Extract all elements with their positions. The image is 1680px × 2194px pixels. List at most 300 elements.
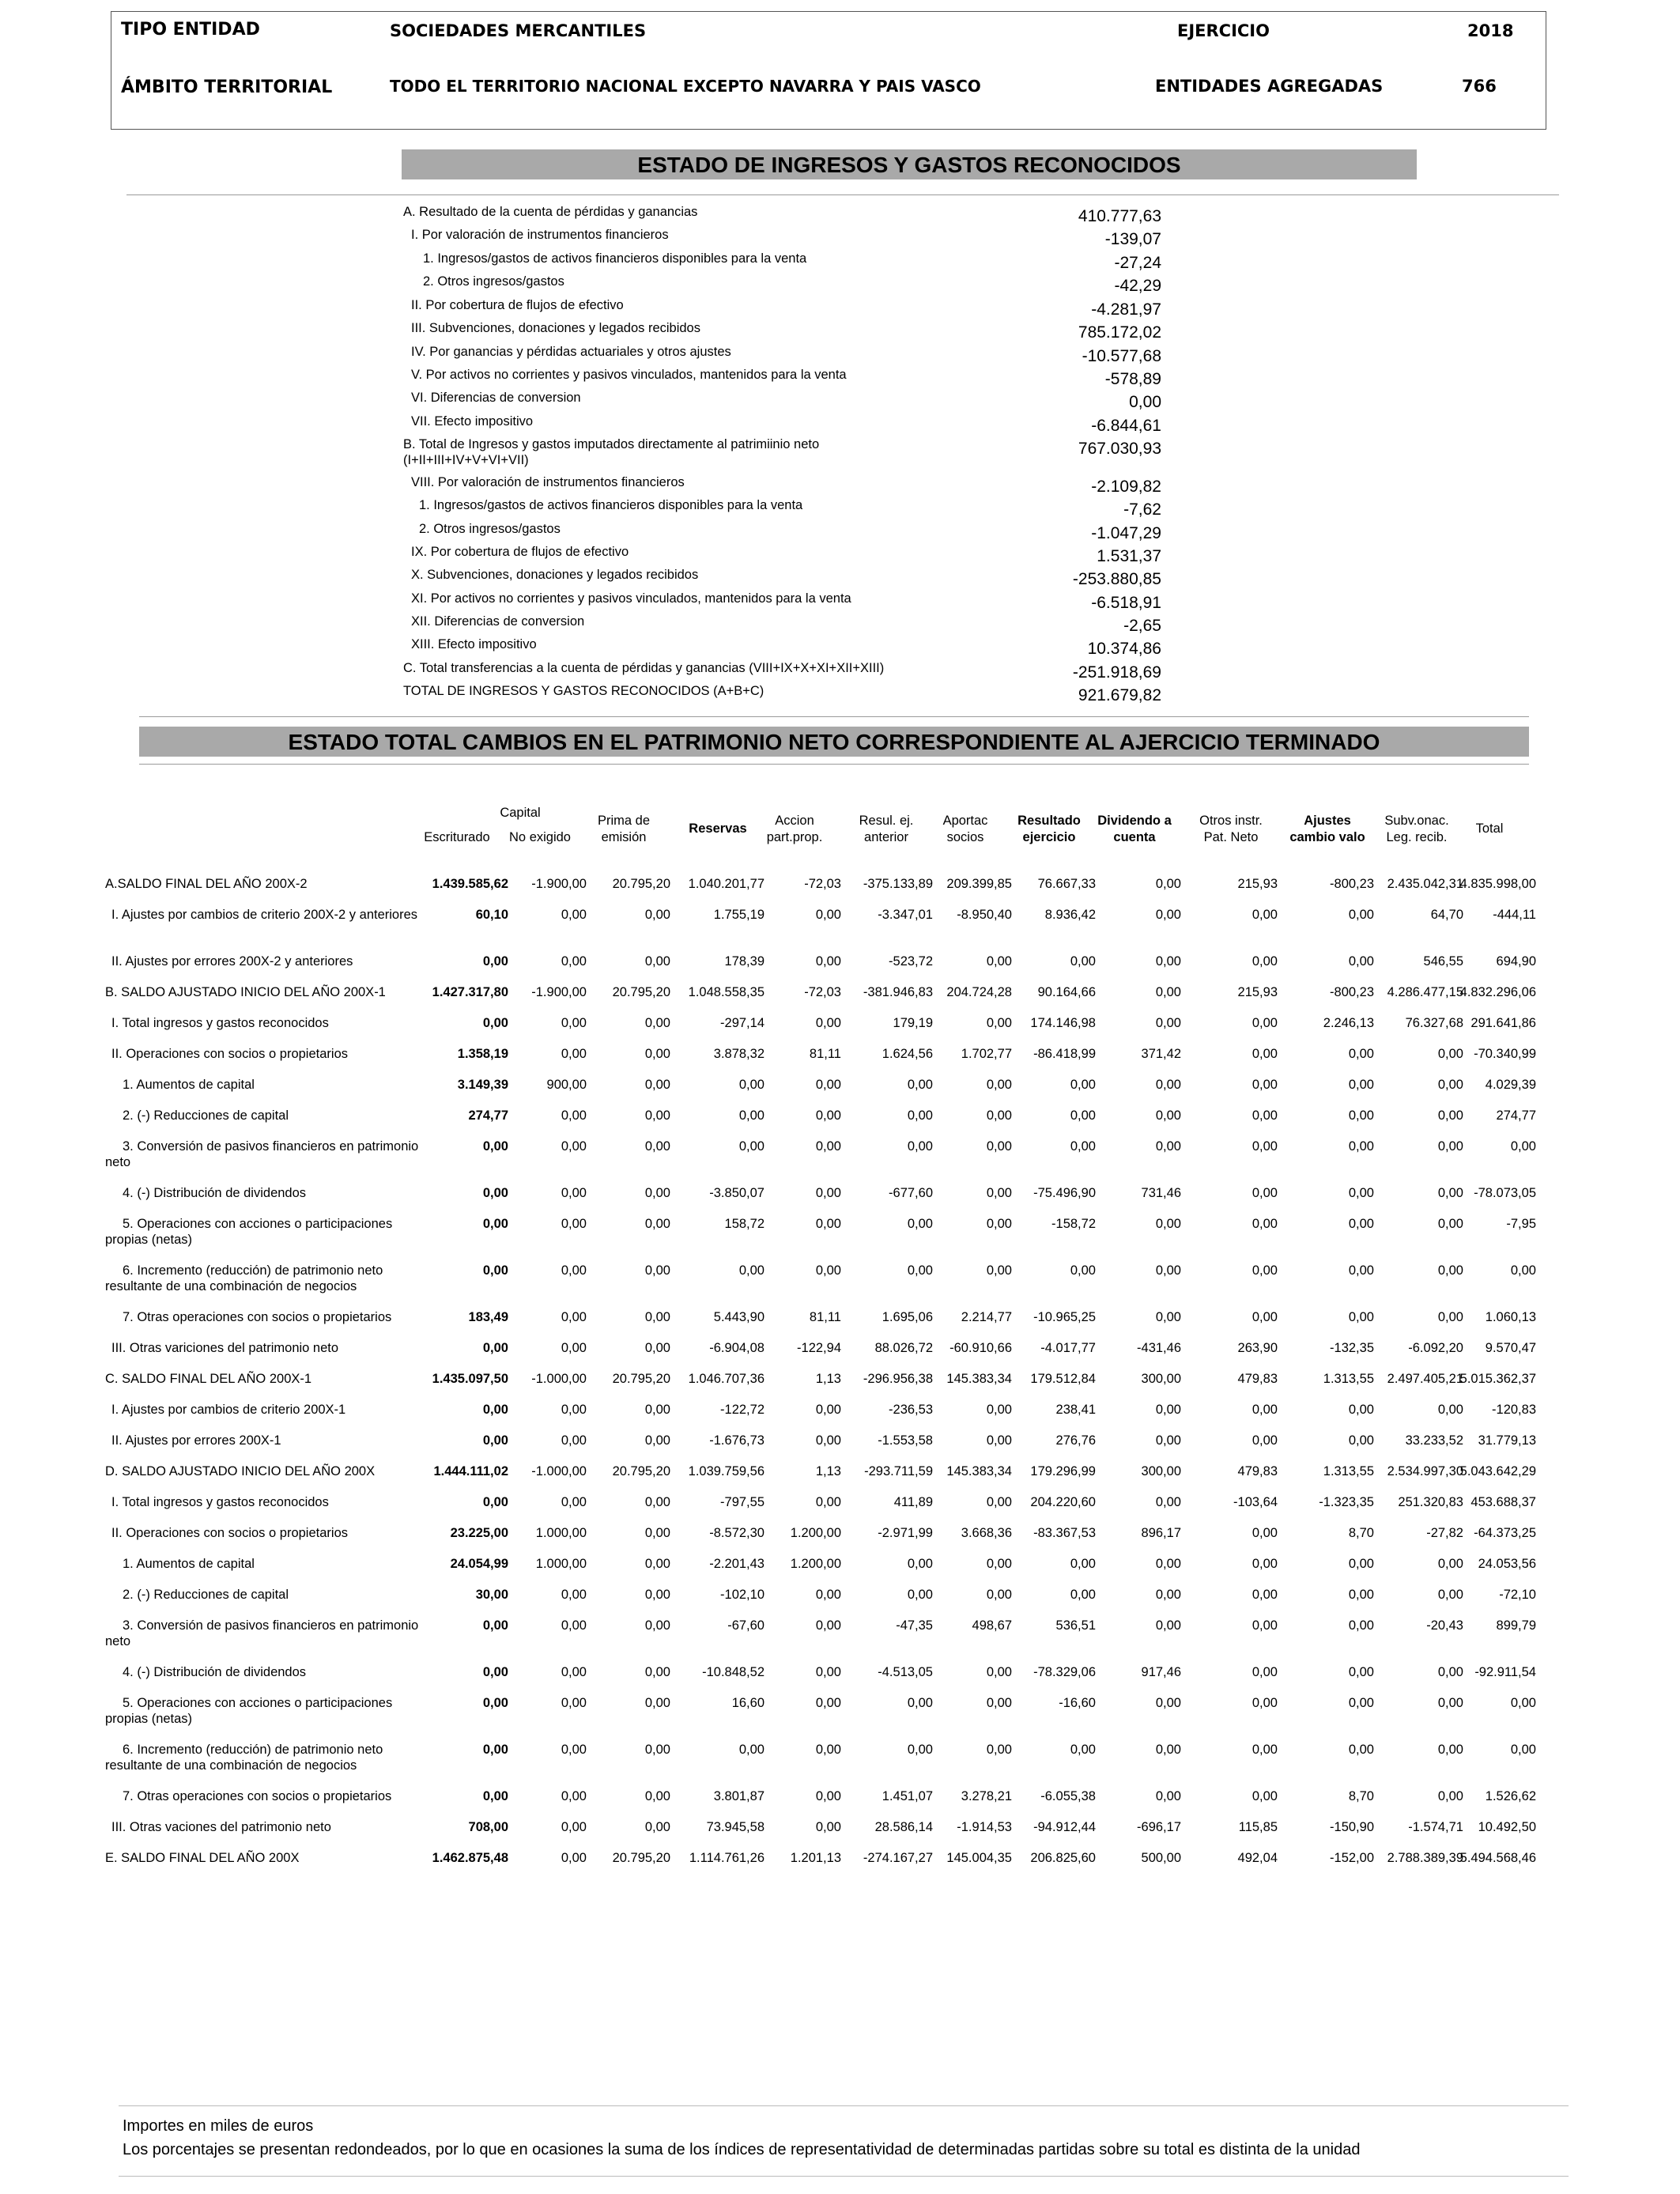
table-cell: 0,00 (1348, 1078, 1374, 1092)
table-cell: 0,00 (644, 1310, 670, 1324)
ingresos-gastos-title: ESTADO DE INGRESOS Y GASTOS RECONOCIDOS (402, 149, 1417, 179)
table-cell: 76.667,33 (1037, 877, 1096, 891)
table-cell: 1.200,00 (790, 1557, 841, 1571)
table-cell: 0,00 (561, 1341, 587, 1355)
table-cell: 1,13 (815, 1372, 841, 1386)
ingresos-row (0, 522, 1680, 545)
table-cell: 1.048.558,35 (688, 985, 764, 999)
ingresos-row (0, 228, 1680, 251)
table-cell: 0,00 (1437, 1789, 1463, 1803)
column-header-line2: Leg. recib. (1386, 830, 1448, 844)
row-label: II. Ajustes por errores 200X-2 y anteriores (111, 954, 353, 969)
table-cell: 238,41 (1055, 1403, 1096, 1417)
table-cell: 0,00 (1155, 985, 1181, 999)
table-cell: 0,00 (482, 1263, 508, 1278)
table-cell: 0,00 (1348, 1743, 1374, 1757)
table-cell: -83.367,53 (1033, 1526, 1096, 1540)
table-cell: 0,00 (482, 954, 508, 969)
table-cell: 0,00 (644, 1139, 670, 1154)
entidades-value: 766 (1462, 77, 1497, 96)
table-cell: 0,00 (1252, 1743, 1278, 1757)
table-cell: 0,00 (1252, 1789, 1278, 1803)
table-cell: 0,00 (1070, 1588, 1096, 1602)
table-cell: 0,00 (1155, 1618, 1181, 1633)
column-header: Reservas (689, 821, 747, 836)
table-cell: 0,00 (986, 1186, 1012, 1200)
table-cell: 0,00 (1155, 1557, 1181, 1571)
table-cell: 158,72 (724, 1217, 764, 1231)
table-cell: 0,00 (1510, 1743, 1536, 1757)
table-cell: 0,00 (1348, 1665, 1374, 1679)
table-cell: 479,83 (1237, 1372, 1278, 1386)
table-cell: 0,00 (482, 1743, 508, 1757)
ingresos-row-label: A. Resultado de la cuenta de pérdidas y ganancias (403, 205, 698, 219)
table-cell: 24.053,56 (1478, 1557, 1536, 1571)
table-cell: 274,77 (468, 1108, 508, 1123)
table-cell: -1.323,35 (1319, 1495, 1374, 1509)
table-cell: 1.462.875,48 (432, 1851, 508, 1865)
column-header-line1: Resul. ej. (859, 814, 914, 828)
table-cell: 1.200,00 (790, 1526, 841, 1540)
table-cell: 0,00 (644, 1526, 670, 1540)
row-label: 4. (-) Distribución de dividendos (123, 1186, 307, 1200)
table-cell: 0,00 (644, 908, 670, 922)
table-cell: 0,00 (815, 1789, 841, 1803)
table-cell: 5.443,90 (713, 1310, 764, 1324)
ingresos-row-label: VII. Efecto impositivo (411, 414, 534, 429)
table-cell: 0,00 (1155, 954, 1181, 969)
table-cell: 1.695,06 (882, 1310, 933, 1324)
table-cell: -1.574,71 (1408, 1820, 1463, 1834)
table-cell: 0,00 (1252, 1217, 1278, 1231)
table-cell: -8.950,40 (957, 908, 1012, 922)
table-cell: -150,90 (1330, 1820, 1374, 1834)
table-cell: 0,00 (986, 1108, 1012, 1123)
table-cell: 0,00 (1437, 1310, 1463, 1324)
table-cell: 731,46 (1141, 1186, 1181, 1200)
table-cell: 0,00 (561, 1186, 587, 1200)
table-cell: 0,00 (1252, 1557, 1278, 1571)
table-cell: -293.711,59 (864, 1464, 933, 1478)
table-cell: -696,17 (1137, 1820, 1181, 1834)
table-cell: 3.149,39 (457, 1078, 508, 1092)
ingresos-row-label-cont: (I+II+III+IV+V+VI+VII) (403, 453, 529, 467)
table-cell: 20.795,20 (612, 985, 670, 999)
table-cell: 0,00 (986, 1263, 1012, 1278)
table-cell: 0,00 (561, 1108, 587, 1123)
table-cell: 900,00 (546, 1078, 587, 1092)
column-header-line1: Prima de (597, 814, 651, 828)
table-cell: 0,00 (561, 1851, 587, 1865)
table-cell: 0,00 (1437, 1588, 1463, 1602)
table-cell: 0,00 (1252, 1016, 1278, 1030)
ambito-value: TODO EL TERRITORIO NACIONAL EXCEPTO NAVARRA Y PAIS VASCO (390, 77, 981, 96)
table-cell: 20.795,20 (612, 1464, 670, 1478)
ingresos-row (0, 475, 1680, 498)
divider (139, 764, 1529, 765)
table-cell: 0,00 (1252, 954, 1278, 969)
column-header-line2: anterior (864, 830, 908, 844)
table-cell: 0,00 (738, 1108, 764, 1123)
ingresos-row (0, 498, 1680, 521)
table-cell: 4.029,39 (1485, 1078, 1536, 1092)
table-cell: 64,70 (1430, 908, 1463, 922)
table-cell: -296.956,38 (863, 1372, 933, 1386)
row-label: I. Total ingresos y gastos reconocidos (111, 1016, 329, 1030)
table-cell: -1.914,53 (957, 1820, 1012, 1834)
table-cell: 0,00 (561, 954, 587, 969)
table-cell: 4.835.998,00 (1459, 877, 1536, 891)
table-cell: 8,70 (1348, 1789, 1374, 1803)
table-cell: 0,00 (482, 1618, 508, 1633)
table-cell: -102,10 (720, 1588, 764, 1602)
table-cell: 0,00 (1437, 1403, 1463, 1417)
divider (139, 716, 1529, 717)
table-cell: 10.492,50 (1478, 1820, 1536, 1834)
table-cell: -75.496,90 (1033, 1186, 1096, 1200)
row-label: 4. (-) Distribución de dividendos (123, 1665, 307, 1679)
column-header-line2: cambio valo (1289, 830, 1365, 844)
table-cell: 88.026,72 (874, 1341, 933, 1355)
table-cell: 1.039.759,56 (688, 1464, 764, 1478)
ingresos-row (0, 298, 1680, 321)
table-cell: 0,00 (1437, 1696, 1463, 1710)
entidades-label: ENTIDADES AGREGADAS (1155, 77, 1384, 96)
table-cell: 1.702,77 (961, 1047, 1012, 1061)
table-cell: 896,17 (1141, 1526, 1181, 1540)
table-cell: 0,00 (986, 1078, 1012, 1092)
tipo-entidad-label: TIPO ENTIDAD (121, 20, 260, 40)
table-cell: 0,00 (986, 1016, 1012, 1030)
table-cell: -800,23 (1330, 877, 1374, 891)
table-cell: -3.347,01 (878, 908, 933, 922)
row-label: C. SALDO FINAL DEL AÑO 200X-1 (105, 1372, 312, 1386)
table-cell: 0,00 (1155, 1078, 1181, 1092)
table-cell: 0,00 (815, 1139, 841, 1154)
table-cell: 1.040.201,77 (688, 877, 764, 891)
table-cell: 0,00 (1348, 1618, 1374, 1633)
capital-group-header: Capital (500, 806, 541, 820)
ingresos-row-value: 10.374,86 (1087, 640, 1161, 658)
table-cell: 0,00 (482, 1433, 508, 1448)
table-cell: 0,00 (482, 1139, 508, 1154)
table-cell: 0,00 (986, 1433, 1012, 1448)
row-label: 3. Conversión de pasivos financieros en patrimonio neto (105, 1139, 419, 1169)
table-cell: -16,60 (1059, 1696, 1096, 1710)
table-cell: 0,00 (1252, 1139, 1278, 1154)
table-cell: 453.688,37 (1470, 1495, 1536, 1509)
table-cell: -381.946,83 (863, 985, 933, 999)
table-cell: 0,00 (1437, 1263, 1463, 1278)
table-cell: 1.313,55 (1323, 1372, 1374, 1386)
table-cell: 5.494.568,46 (1459, 1851, 1536, 1865)
ingresos-row (0, 684, 1680, 707)
table-cell: 498,67 (972, 1618, 1012, 1633)
table-cell: 115,85 (1238, 1820, 1278, 1834)
table-cell: 183,49 (468, 1310, 508, 1324)
table-cell: 145.004,35 (946, 1851, 1012, 1865)
ingresos-row-label: II. Por cobertura de flujos de efectivo (411, 298, 624, 312)
table-cell: 179,19 (893, 1016, 933, 1030)
table-cell: -122,94 (797, 1341, 841, 1355)
table-cell: 0,00 (644, 1108, 670, 1123)
table-cell: 1.046.707,36 (688, 1372, 764, 1386)
table-cell: 0,00 (1348, 1263, 1374, 1278)
table-cell: 0,00 (644, 1495, 670, 1509)
table-cell: 30,00 (475, 1588, 508, 1602)
table-cell: 0,00 (561, 1696, 587, 1710)
table-cell: 546,55 (1423, 954, 1463, 969)
table-cell: 1.201,13 (790, 1851, 841, 1865)
table-cell: 0,00 (738, 1743, 764, 1757)
table-cell: 0,00 (644, 1820, 670, 1834)
table-cell: 0,00 (1070, 1743, 1096, 1757)
ingresos-row (0, 368, 1680, 391)
table-cell: 0,00 (482, 1016, 508, 1030)
table-cell: 0,00 (815, 1665, 841, 1679)
table-cell: -92.911,54 (1474, 1665, 1536, 1679)
table-cell: -6.092,20 (1408, 1341, 1463, 1355)
ambito-label: ÁMBITO TERRITORIAL (121, 77, 333, 97)
table-cell: 2.534.997,30 (1387, 1464, 1463, 1478)
table-cell: 411,89 (893, 1495, 933, 1509)
table-cell: 0,00 (815, 1696, 841, 1710)
table-cell: 0,00 (1070, 1557, 1096, 1571)
table-cell: 204.220,60 (1030, 1495, 1096, 1509)
table-cell: -1.900,00 (531, 985, 587, 999)
table-cell: 4.832.296,06 (1459, 985, 1536, 999)
table-cell: 0,00 (644, 1263, 670, 1278)
row-label: II. Operaciones con socios o propietarios (111, 1047, 348, 1061)
column-header-line1: Ajustes (1304, 814, 1351, 828)
row-label: 5. Operaciones con acciones o participaciones propias (netas) (105, 1696, 393, 1726)
table-cell: 0,00 (815, 1186, 841, 1200)
table-cell: 1.313,55 (1323, 1464, 1374, 1478)
table-cell: -72,03 (804, 985, 841, 999)
table-cell: 0,00 (1348, 1186, 1374, 1200)
table-cell: 0,00 (644, 1217, 670, 1231)
table-cell: 0,00 (482, 1403, 508, 1417)
table-cell: 8,70 (1348, 1526, 1374, 1540)
table-cell: 0,00 (1252, 1047, 1278, 1061)
table-cell: 0,00 (644, 1618, 670, 1633)
table-cell: 251.320,83 (1398, 1495, 1463, 1509)
table-cell: 0,00 (907, 1696, 933, 1710)
table-cell: 0,00 (1155, 1016, 1181, 1030)
ingresos-row-value: -578,89 (1104, 370, 1161, 388)
table-cell: 0,00 (644, 1557, 670, 1571)
table-cell: 0,00 (907, 1743, 933, 1757)
table-cell: 500,00 (1141, 1851, 1181, 1865)
table-cell: 0,00 (644, 1789, 670, 1803)
table-cell: -274.167,27 (863, 1851, 933, 1865)
ingresos-row-value: -2.109,82 (1091, 478, 1161, 496)
column-header: Escriturado (424, 830, 490, 844)
table-cell: 1.439.585,62 (432, 877, 508, 891)
table-cell: 2.214,77 (961, 1310, 1012, 1324)
table-cell: 0,00 (482, 1696, 508, 1710)
ingresos-row-value: 921.679,82 (1078, 686, 1161, 704)
row-label: 6. Incremento (reducción) de patrimonio neto resultante de una combinación de negocios (105, 1743, 383, 1773)
table-cell: 0,00 (1437, 1139, 1463, 1154)
row-label: III. Otras vaciones del patrimonio neto (111, 1820, 331, 1834)
column-header (1083, 813, 1186, 846)
table-cell: 0,00 (986, 1665, 1012, 1679)
row-label: 7. Otras operaciones con socios o propietarios (123, 1310, 392, 1324)
row-label: 2. (-) Reducciones de capital (123, 1588, 289, 1602)
table-cell: 0,00 (1155, 1310, 1181, 1324)
table-cell: 0,00 (482, 1665, 508, 1679)
column-header-line2: part.prop. (766, 830, 823, 844)
table-cell: 4.286.477,15 (1387, 985, 1463, 999)
table-cell: 0,00 (1155, 877, 1181, 891)
table-cell: -64.373,25 (1474, 1526, 1536, 1540)
table-cell: -375.133,89 (863, 877, 933, 891)
table-cell: 0,00 (1155, 1743, 1181, 1757)
table-cell: 0,00 (561, 1433, 587, 1448)
table-cell: 0,00 (815, 1108, 841, 1123)
table-cell: 0,00 (1155, 1433, 1181, 1448)
table-cell: 0,00 (1348, 954, 1374, 969)
ejercicio-label: EJERCICIO (1177, 21, 1270, 40)
table-cell: 0,00 (644, 1016, 670, 1030)
ingresos-row (0, 321, 1680, 344)
table-cell: 0,00 (644, 1743, 670, 1757)
table-cell: 1.427.317,80 (432, 985, 508, 999)
row-label: 5. Operaciones con acciones o participaciones propias (netas) (105, 1217, 393, 1247)
table-cell: -47,35 (896, 1618, 933, 1633)
table-cell: 1.755,19 (713, 908, 764, 922)
column-header-line1: Otros instr. (1199, 814, 1263, 828)
table-cell: 0,00 (1252, 1108, 1278, 1123)
table-cell: -6.055,38 (1040, 1789, 1096, 1803)
table-cell: 20.795,20 (612, 1372, 670, 1386)
column-header-line2: emisión (601, 830, 647, 844)
table-cell: 0,00 (907, 1139, 933, 1154)
table-cell: -297,14 (720, 1016, 764, 1030)
row-label: I. Total ingresos y gastos reconocidos (111, 1495, 329, 1509)
table-cell: -1.553,58 (878, 1433, 933, 1448)
table-cell: -67,60 (727, 1618, 764, 1633)
table-cell: 0,00 (1348, 1696, 1374, 1710)
table-cell: 90.164,66 (1037, 985, 1096, 999)
table-cell: 0,00 (1510, 1696, 1536, 1710)
ingresos-row (0, 568, 1680, 591)
ingresos-row-value: 410.777,63 (1078, 207, 1161, 225)
footer-units: Importes en miles de euros (123, 2117, 314, 2135)
row-label: D. SALDO AJUSTADO INICIO DEL AÑO 200X (105, 1464, 376, 1478)
table-cell: 0,00 (907, 1078, 933, 1092)
ingresos-row (0, 274, 1680, 297)
table-cell: 20.795,20 (612, 1851, 670, 1865)
table-cell: 0,00 (986, 1588, 1012, 1602)
table-cell: 0,00 (644, 954, 670, 969)
table-cell: 0,00 (1348, 1310, 1374, 1324)
table-cell: 0,00 (1252, 1078, 1278, 1092)
table-cell: 2.788.389,39 (1387, 1851, 1463, 1865)
row-label: 7. Otras operaciones con socios o propietarios (123, 1789, 392, 1803)
ingresos-row-value: -42,29 (1114, 277, 1161, 295)
ingresos-row-value: -4.281,97 (1091, 300, 1161, 319)
table-cell: -677,60 (889, 1186, 933, 1200)
table-cell: 479,83 (1237, 1464, 1278, 1478)
table-cell: -103,64 (1233, 1495, 1278, 1509)
table-cell: 0,00 (1252, 1186, 1278, 1200)
table-cell: 0,00 (644, 1433, 670, 1448)
table-cell: -132,35 (1330, 1341, 1374, 1355)
table-cell: 0,00 (482, 1341, 508, 1355)
table-cell: 0,00 (561, 1016, 587, 1030)
ingresos-row-label: X. Subvenciones, donaciones y legados recibidos (411, 568, 699, 582)
table-cell: 1.435.097,50 (432, 1372, 508, 1386)
table-cell: 708,00 (468, 1820, 508, 1834)
column-header (572, 813, 675, 846)
table-cell: -20,43 (1426, 1618, 1463, 1633)
table-cell: -1.000,00 (531, 1464, 587, 1478)
table-cell: -8.572,30 (709, 1526, 764, 1540)
table-cell: 0,00 (561, 908, 587, 922)
table-cell: 0,00 (1437, 1078, 1463, 1092)
table-cell: 0,00 (1348, 1588, 1374, 1602)
table-cell: -10.848,52 (702, 1665, 764, 1679)
table-cell: 0,00 (1252, 1665, 1278, 1679)
divider (119, 2176, 1569, 2177)
table-cell: 76.327,68 (1405, 1016, 1463, 1030)
ingresos-row (0, 391, 1680, 413)
table-cell: 0,00 (1155, 1696, 1181, 1710)
table-cell: 0,00 (1252, 1588, 1278, 1602)
table-cell: 0,00 (561, 1495, 587, 1509)
tipo-entidad-value: SOCIEDADES MERCANTILES (390, 21, 647, 40)
ingresos-row-value: 767.030,93 (1078, 440, 1161, 458)
table-cell: -1.900,00 (531, 877, 587, 891)
table-cell: 0,00 (561, 1820, 587, 1834)
ejercicio-value: 2018 (1467, 21, 1514, 40)
row-label: I. Ajustes por cambios de criterio 200X-2 y anteriores (111, 908, 418, 922)
table-cell: 206.825,60 (1030, 1851, 1096, 1865)
table-cell: 0,00 (815, 954, 841, 969)
table-cell: 0,00 (1155, 1495, 1181, 1509)
table-cell: 1.114.761,26 (689, 1851, 764, 1865)
ingresos-row (0, 661, 1680, 684)
table-cell: 0,00 (561, 1263, 587, 1278)
table-cell: -122,72 (720, 1403, 764, 1417)
table-cell: 0,00 (1348, 1108, 1374, 1123)
ingresos-row (0, 545, 1680, 568)
ingresos-row-label: VIII. Por valoración de instrumentos financieros (411, 475, 685, 489)
table-cell: 276,76 (1055, 1433, 1096, 1448)
table-cell: 0,00 (482, 1186, 508, 1200)
table-cell: 0,00 (1510, 1139, 1536, 1154)
table-cell: 0,00 (1155, 1108, 1181, 1123)
row-label: II. Operaciones con socios o propietarios (111, 1526, 348, 1540)
table-cell: 0,00 (815, 1433, 841, 1448)
table-cell: 0,00 (1155, 1588, 1181, 1602)
row-label: A.SALDO FINAL DEL AÑO 200X-2 (105, 877, 308, 891)
table-cell: 178,39 (724, 954, 764, 969)
row-label: B. SALDO AJUSTADO INICIO DEL AÑO 200X-1 (105, 985, 386, 999)
row-label: 1. Aumentos de capital (123, 1557, 255, 1571)
table-cell: 0,00 (815, 1263, 841, 1278)
table-cell: 24.054,99 (450, 1557, 508, 1571)
table-cell: 81,11 (809, 1310, 841, 1324)
table-cell: 1.624,56 (882, 1047, 933, 1061)
ingresos-row-label: V. Por activos no corrientes y pasivos vinculados, mantenidos para la venta (411, 368, 847, 382)
table-cell: 0,00 (815, 1016, 841, 1030)
table-cell: 0,00 (986, 1696, 1012, 1710)
table-cell: 0,00 (815, 1403, 841, 1417)
ingresos-row-value: -27,24 (1114, 254, 1161, 272)
